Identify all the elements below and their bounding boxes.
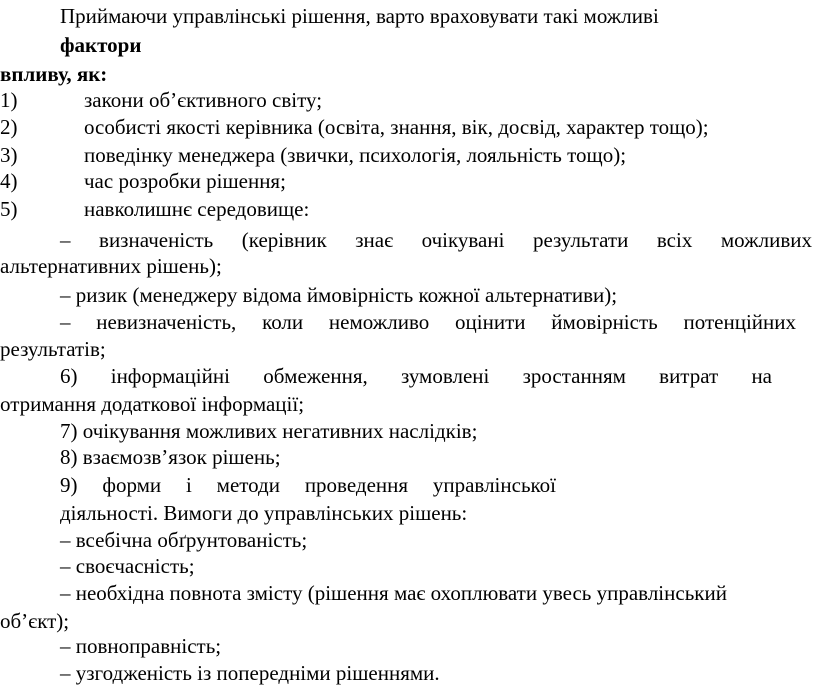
list-item-number: 2) [0, 115, 18, 139]
list-item-number: 3) [0, 143, 18, 167]
env-risk: – ризик (менеджеру відома ймовірність кожної альтернативи); [60, 283, 618, 307]
list-item-number: 4) [0, 169, 18, 193]
requirement-item-line-1: – необхідна повнота змісту (рішення має охоплювати увесь управлінський [60, 581, 727, 605]
requirement-item: – узгодженість із попередніми рішеннями. [60, 661, 440, 685]
env-uncertainty-line-1: – невизначеність, коли неможливо оцінити ймовірність потенційних [60, 310, 796, 334]
item-6-line-1: 6) інформаційні обмеження, зумовлені зростанням витрат на [60, 364, 772, 388]
list-item-text: закони об’єктивного світу; [84, 88, 323, 112]
env-uncertainty-line-2: результатів; [0, 337, 106, 361]
requirement-item: – своєчасність; [60, 554, 195, 578]
list-item-number: 5) [0, 197, 18, 221]
list-item [0, 87, 816, 113]
item-8: 8) взаємозв’язок рішень; [60, 445, 281, 469]
list-item-text: час розробки рішення; [84, 169, 286, 193]
intro-line-1: Приймаючи управлінські рішення, варто враховувати такі можливі [60, 4, 659, 28]
requirement-item-line-2: об’єкт); [0, 609, 70, 633]
intro-line-2: фактори [60, 33, 142, 57]
list-item [0, 142, 816, 168]
intro-line-3: впливу, як: [0, 62, 108, 86]
item-9-line-2: діяльності. Вимоги до управлінських рішень: [60, 501, 468, 525]
requirement-item: – всебічна обґрунтованість; [60, 528, 308, 552]
requirement-item: – повноправність; [60, 634, 222, 658]
list-item-text: особисті якості керівника (освіта, знання, вік, досвід, характер тощо); [84, 115, 709, 139]
item-7: 7) очікування можливих негативних наслідків; [60, 419, 478, 443]
item-9-line-1: 9) форми і методи проведення управлінської [60, 473, 556, 497]
env-certainty-line-1: – визначеність (керівник знає очікувані результати всіх можливих [60, 228, 812, 252]
env-certainty-line-2: альтернативних рішень); [0, 254, 222, 278]
item-6-line-2: отримання додаткової інформації; [0, 392, 305, 416]
list-item [0, 114, 816, 140]
list-item-text: поведінку менеджера (звички, психологія, лояльність тощо); [84, 143, 627, 167]
list-item-number: 1) [0, 88, 18, 112]
list-item [0, 196, 816, 222]
list-item [0, 168, 816, 194]
list-item-text: навколишнє середовище: [84, 197, 310, 221]
